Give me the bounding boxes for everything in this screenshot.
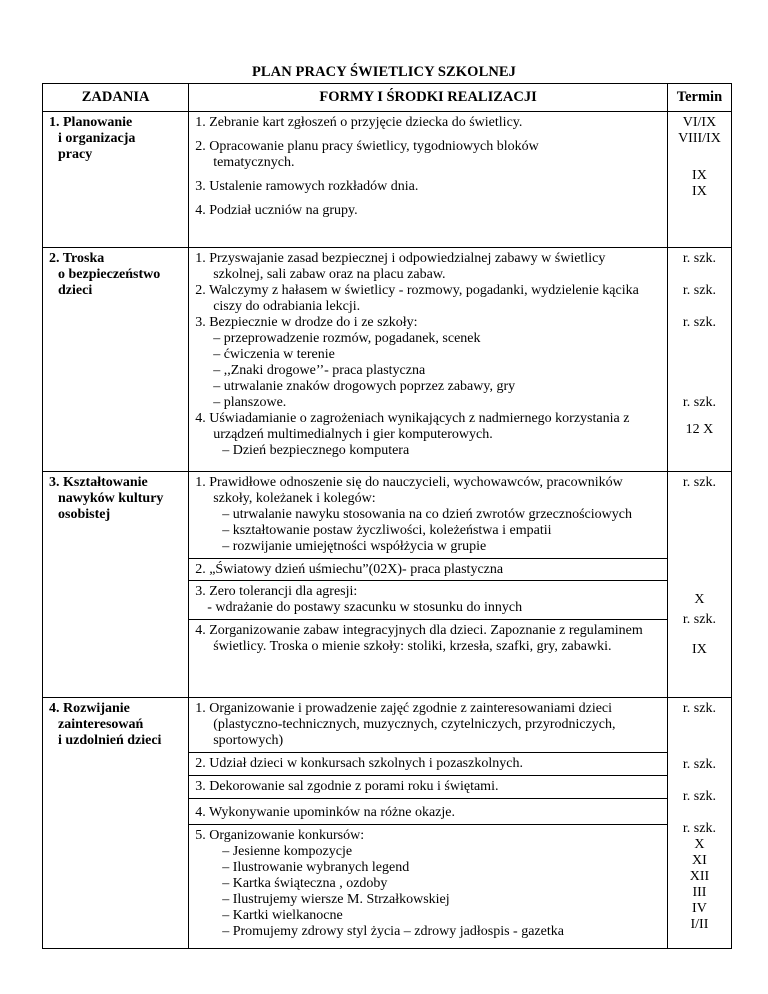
section-terms: r. szk. r. szk. r. szk. r. szk. X XI XII III IV I/II — [667, 698, 731, 949]
list-subitem: – utrwalanie znaków drogowych poprzez zabawy, gry — [213, 379, 516, 394]
list-item: 4. Podział uczniów na grupy. — [195, 203, 358, 218]
list-subitem: – przeprowadzenie rozmów, pogadanek, scenek — [213, 331, 481, 346]
header-row — [43, 84, 732, 112]
header-tasks: ZADANIA — [43, 84, 189, 112]
section-label: 3. Kształtowanie nawyków kultury osobistej — [43, 472, 189, 698]
list-item: 3. Bezpiecznie w drodze do i ze szkoły: — [195, 315, 418, 330]
list-item: 3. Ustalenie ramowych rozkładów dnia. — [195, 179, 419, 194]
section-culture — [43, 472, 732, 698]
list-subitem: – utrwalanie nawyku stosowania na co dzień zwrotów grzecznościowych — [222, 507, 632, 522]
list-subitem: – kształtowanie postaw życzliwości, koleżeństwa i empatii — [222, 523, 552, 538]
list-item: 1. Zebranie kart zgłoszeń o przyjęcie dziecka do świetlicy. — [195, 115, 523, 130]
list-subitem: – Promujemy zdrowy styl życia – zdrowy jadłospis - gazetka — [222, 924, 564, 939]
section-items — [189, 698, 668, 949]
list-item: 2. „Światowy dzień uśmiechu”(02X)- praca plastyczna — [195, 562, 504, 577]
list-subitem: – ,,Znaki drogowe’’- praca plastyczna — [213, 363, 426, 378]
list-subitem: – Jesienne kompozycje — [222, 844, 353, 859]
section-items — [189, 472, 668, 698]
section-terms: r. szk. r. szk. r. szk. r. szk. 12 X — [667, 248, 731, 472]
list-item: 4. Wykonywanie upominków na różne okazje. — [195, 805, 455, 820]
section-items — [189, 248, 668, 472]
list-subitem: – Ilustrowanie wybranych legend — [222, 860, 410, 875]
list-item: 2. Opracowanie planu pracy świetlicy, tygodniowych bloków tematycznych. — [195, 139, 539, 170]
list-subitem: – Kartka świąteczna , ozdoby — [222, 876, 388, 891]
header-term: Termin — [667, 84, 731, 112]
list-item: 3. Zero tolerancji dla agresji: — [195, 584, 358, 599]
list-subitem: – Ilustrujemy wiersze M. Strzałkowskiej — [222, 892, 450, 907]
section-label: 2. Troska o bezpieczeństwo dzieci — [43, 248, 189, 472]
list-item: 1. Przyswajanie zasad bezpiecznej i odpowiedzialnej zabawy w świetlicy szkolnej, sali zabaw oraz na placu zabaw. — [195, 251, 606, 282]
list-item: 4. Uświadamianie o zagrożeniach wynikających z nadmiernego korzystania z urządzeń multimedialnych i gier komputerowych. — [195, 411, 630, 442]
section-items — [189, 112, 668, 248]
section-interests — [43, 698, 732, 949]
list-item: 1. Organizowanie i prowadzenie zajęć zgodnie z zainteresowaniami dzieci (plastyczno-technicznych, muzycznych, czytelniczych, przyrodniczych, sportowych) — [195, 701, 616, 748]
list-item: 2. Walczymy z hałasem w świetlicy - rozmowy, pogadanki, wydzielenie kącika ciszy do odrabiania lekcji. — [195, 283, 639, 314]
list-subitem: - wdrażanie do postawy szacunku w stosunku do innych — [207, 600, 523, 615]
list-subitem: – rozwijanie umiejętności współżycia w grupie — [222, 539, 487, 554]
list-item: 4. Zorganizowanie zabaw integracyjnych dla dzieci. Zapoznanie z regulaminem świetlicy. Troska o mienie szkoły: stoliki, krzesła, szafki, gry, zabawki. — [195, 623, 643, 654]
section-terms: r. szk. X r. szk. IX — [667, 472, 731, 698]
list-item: 3. Dekorowanie sal zgodnie z porami roku i świętami. — [195, 779, 499, 794]
list-subitem: – planszowe. — [213, 395, 287, 410]
list-item: 2. Udział dzieci w konkursach szkolnych i pozaszkolnych. — [195, 756, 523, 771]
plan-table — [42, 83, 732, 949]
section-label: 1. Planowanie i organizacja pracy — [43, 112, 189, 248]
list-subitem: – Dzień bezpiecznego komputera — [222, 443, 410, 458]
section-label: 4. Rozwijanie zainteresowań i uzdolnień dzieci — [43, 698, 189, 949]
header-forms: FORMY I ŚRODKI REALIZACJI — [189, 84, 668, 112]
list-item: 1. Prawidłowe odnoszenie się do nauczycieli, wychowawców, pracowników szkoły, koleżanek i kolegów: — [195, 475, 623, 506]
section-terms: VI/IX VIII/IX IX IX — [667, 112, 731, 248]
list-subitem: – ćwiczenia w terenie — [213, 347, 335, 362]
section-planning — [43, 112, 732, 248]
list-item: 5. Organizowanie konkursów: — [195, 828, 365, 843]
document-title: PLAN PRACY ŚWIETLICY SZKOLNEJ — [251, 64, 517, 80]
list-subitem: – Kartki wielkanocne — [222, 908, 343, 923]
section-safety — [43, 248, 732, 472]
